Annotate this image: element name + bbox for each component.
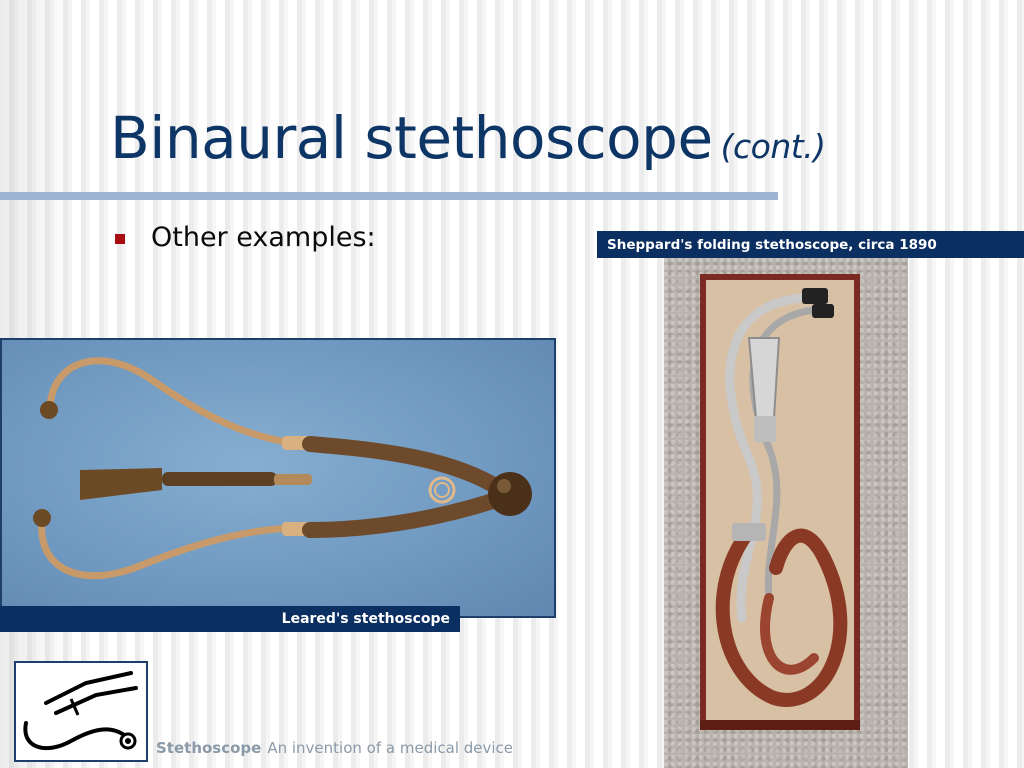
leared-stethoscope-illustration [2, 340, 556, 618]
bullet-text: Other examples: [151, 222, 376, 253]
leared-stethoscope-photo [0, 338, 556, 618]
title-text: Binaural stethoscope [110, 104, 713, 172]
leared-caption: Leared's stethoscope [0, 606, 460, 632]
bullet-square-icon [115, 234, 125, 244]
footer [156, 739, 513, 757]
footer-tagline: An invention of a medical device [267, 739, 514, 757]
slide-title [110, 104, 826, 172]
bullet-item [115, 222, 376, 253]
stethoscope-logo [14, 661, 148, 762]
title-divider [0, 192, 778, 200]
sheppard-caption: Sheppard's folding stethoscope, circa 1890 [597, 231, 1024, 258]
sheppard-stethoscope-illustration [664, 258, 908, 768]
title-suffix: (cont.) [720, 127, 826, 166]
footer-brand: Stethoscope [156, 739, 262, 757]
stethoscope-logo-icon [16, 663, 146, 760]
sheppard-stethoscope-photo [664, 258, 908, 768]
